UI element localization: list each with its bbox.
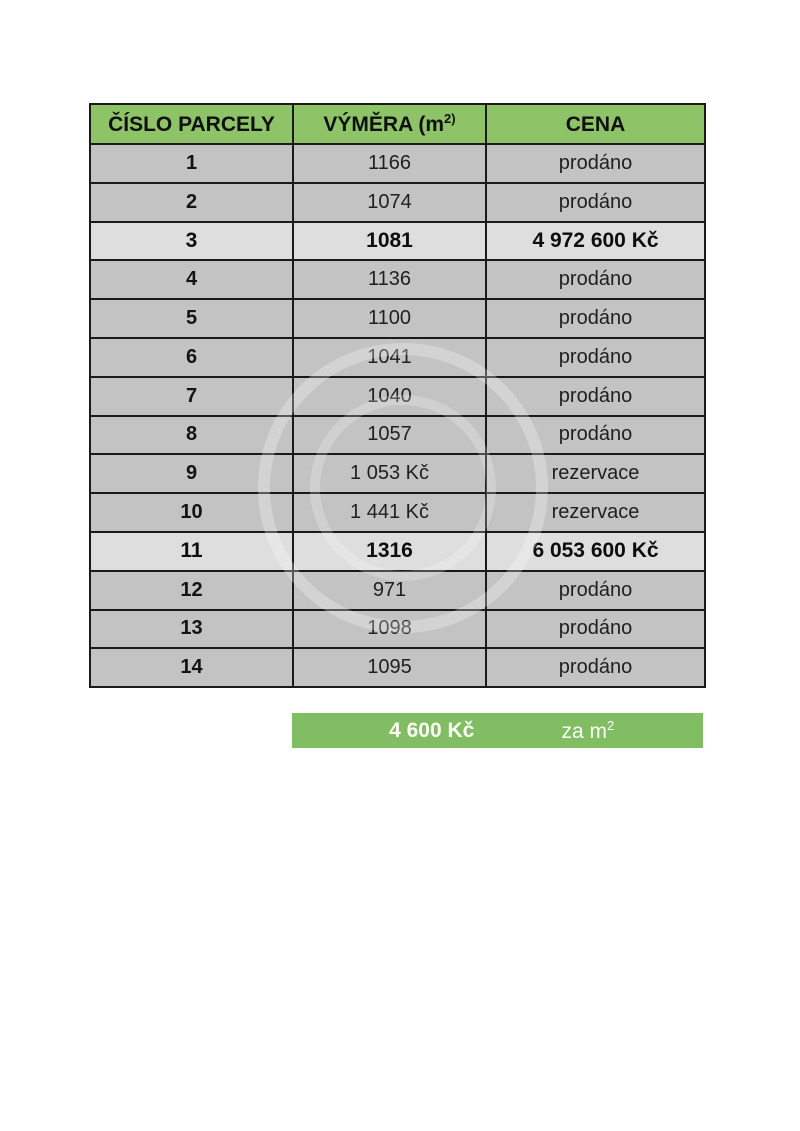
price-per-sqm-banner — [292, 713, 703, 748]
parcel-number-cell: 5 — [90, 299, 293, 338]
price-cell: prodáno — [486, 610, 705, 649]
parcel-number-cell: 12 — [90, 571, 293, 610]
price-cell: prodáno — [486, 299, 705, 338]
table-header-row — [90, 104, 705, 144]
table-row — [90, 493, 705, 532]
parcel-number-cell: 2 — [90, 183, 293, 222]
price-cell: prodáno — [486, 571, 705, 610]
area-cell: 1316 — [293, 532, 486, 571]
price-cell: 6 053 600 Kč — [486, 532, 705, 571]
area-cell: 971 — [293, 571, 486, 610]
table-row — [90, 416, 705, 455]
area-cell: 1098 — [293, 610, 486, 649]
header-parcel-number: ČÍSLO PARCELY — [90, 104, 293, 144]
area-cell: 1166 — [293, 144, 486, 183]
area-cell: 1057 — [293, 416, 486, 455]
table-row — [90, 571, 705, 610]
area-cell: 1040 — [293, 377, 486, 416]
price-cell: prodáno — [486, 144, 705, 183]
price-cell: prodáno — [486, 338, 705, 377]
table-row — [90, 260, 705, 299]
header-area: VÝMĚRA ($m^{2)}$ — [293, 104, 486, 144]
parcel-number-cell: 3 — [90, 222, 293, 261]
price-cell: prodáno — [486, 183, 705, 222]
area-cell: 1041 — [293, 338, 486, 377]
price-cell: prodáno — [486, 648, 705, 687]
parcel-number-cell: 13 — [90, 610, 293, 649]
header-area-sup: 2) — [444, 111, 456, 126]
parcel-number-cell: 4 — [90, 260, 293, 299]
table-row — [90, 338, 705, 377]
price-per-sqm-value: 4 600 Kč — [389, 718, 475, 742]
price-cell: prodáno — [486, 377, 705, 416]
unit-superscript: 2 — [607, 717, 615, 733]
price-cell: rezervace — [486, 493, 705, 532]
parcel-number-cell: 14 — [90, 648, 293, 687]
price-per-sqm-unit: za $m^2$ — [561, 717, 615, 743]
price-cell: prodáno — [486, 260, 705, 299]
parcel-number-cell: 10 — [90, 493, 293, 532]
parcel-price-table — [89, 103, 706, 688]
area-cell: 1100 — [293, 299, 486, 338]
table-row — [90, 183, 705, 222]
area-cell: 1136 — [293, 260, 486, 299]
parcel-number-cell: 6 — [90, 338, 293, 377]
area-cell: 1074 — [293, 183, 486, 222]
parcel-number-cell: 11 — [90, 532, 293, 571]
area-cell: 1 053 Kč — [293, 454, 486, 493]
table-row — [90, 377, 705, 416]
header-price: CENA — [486, 104, 705, 144]
area-cell: 1 441 Kč — [293, 493, 486, 532]
parcel-number-cell: 7 — [90, 377, 293, 416]
table-row — [90, 144, 705, 183]
price-cell: rezervace — [486, 454, 705, 493]
table-row — [90, 532, 705, 571]
area-cell: 1081 — [293, 222, 486, 261]
price-cell: 4 972 600 Kč — [486, 222, 705, 261]
table-row — [90, 610, 705, 649]
table-row — [90, 648, 705, 687]
table-row — [90, 299, 705, 338]
parcel-number-cell: 8 — [90, 416, 293, 455]
parcel-table-body — [90, 144, 705, 687]
parcel-number-cell: 9 — [90, 454, 293, 493]
table-row — [90, 454, 705, 493]
parcel-number-cell: 1 — [90, 144, 293, 183]
area-cell: 1095 — [293, 648, 486, 687]
price-cell: prodáno — [486, 416, 705, 455]
table-row — [90, 222, 705, 261]
